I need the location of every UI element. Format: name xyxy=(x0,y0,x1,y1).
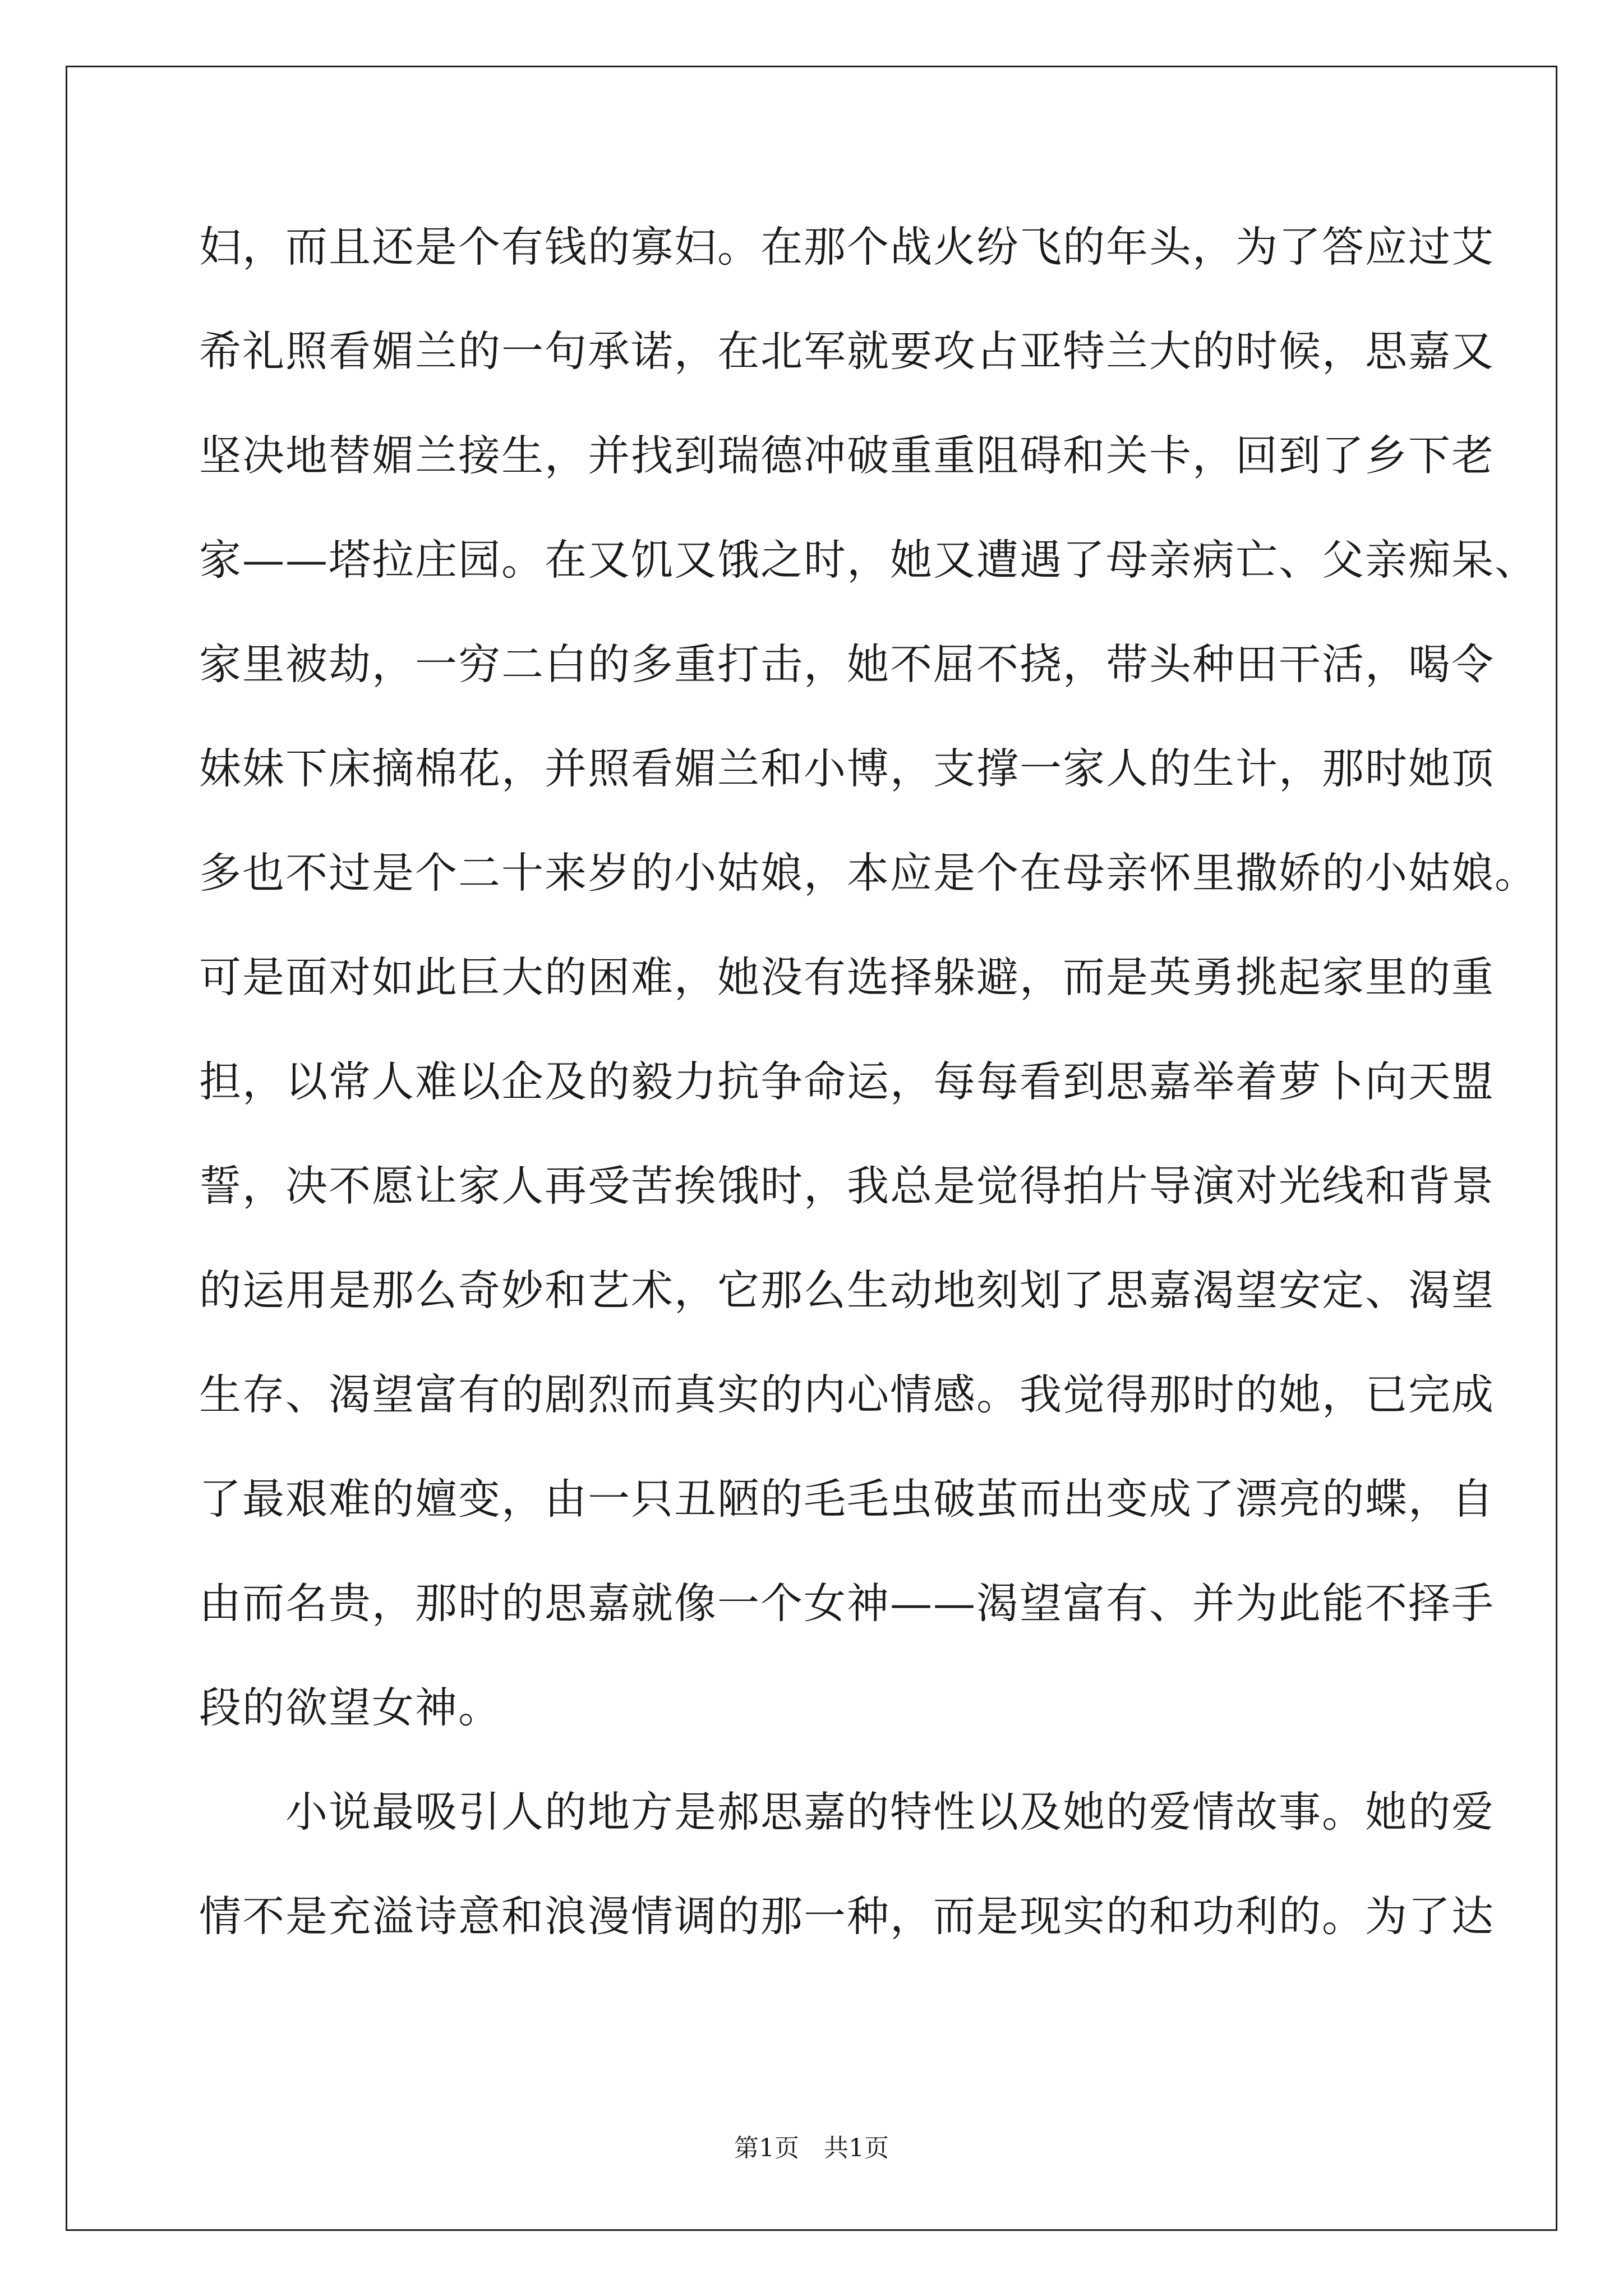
text-line: 希礼照看媚兰的一句承诺，在北军就要攻占亚特兰大的时候，思嘉又 xyxy=(199,326,1495,376)
text-line: 小说最吸引人的地方是郝思嘉的特性以及她的爱情故事。她的爱 xyxy=(199,1787,1495,1837)
page-number: 第1页 共1页 xyxy=(734,2134,889,2162)
text-line: 多也不过是个二十来岁的小姑娘，本应是个在母亲怀里撒娇的小姑娘。 xyxy=(199,848,1538,898)
text-line: 了最艰难的嬗变，由一只丑陋的毛毛虫破茧而出变成了漂亮的蝶，自 xyxy=(199,1474,1495,1524)
text-line: 妹妹下床摘棉花，并照看媚兰和小博，支撑一家人的生计，那时她顶 xyxy=(199,744,1495,793)
text-line: 情不是充溢诗意和浪漫情调的那一种，而是现实的和功利的。为了达 xyxy=(199,1892,1495,1941)
text-line: 生存、渴望富有的剧烈而真实的内心情感。我觉得那时的她，已完成 xyxy=(199,1370,1495,1419)
text-line: 段的欲望女神。 xyxy=(199,1683,502,1732)
text-line: 由而名贵，那时的思嘉就像一个女神——渴望富有、并为此能不择手 xyxy=(199,1579,1495,1628)
text-line: 可是面对如此巨大的困难，她没有选择躲避，而是英勇挑起家里的重 xyxy=(199,953,1495,1002)
text-line: 家里被劫，一穷二白的多重打击，她不屈不挠，带头种田干活，喝令 xyxy=(199,639,1495,689)
text-line: 妇，而且还是个有钱的寡妇。在那个战火纷飞的年头，为了答应过艾 xyxy=(199,222,1495,272)
text-line: 的运用是那么奇妙和艺术，它那么生动地刻划了思嘉渴望安定、渴望 xyxy=(199,1266,1495,1315)
text-line: 家——塔拉庄园。在又饥又饿之时，她又遭遇了母亲病亡、父亲痴呆、 xyxy=(199,535,1538,585)
text-line: 誓，决不愿让家人再受苦挨饿时，我总是觉得拍片导演对光线和背景 xyxy=(199,1161,1495,1211)
text-line: 坚决地替媚兰接生，并找到瑞德冲破重重阻碍和关卡，回到了乡下老 xyxy=(199,431,1495,480)
text-line: 担，以常人难以企及的毅力抗争命运，每每看到思嘉举着萝卜向天盟 xyxy=(199,1057,1495,1106)
